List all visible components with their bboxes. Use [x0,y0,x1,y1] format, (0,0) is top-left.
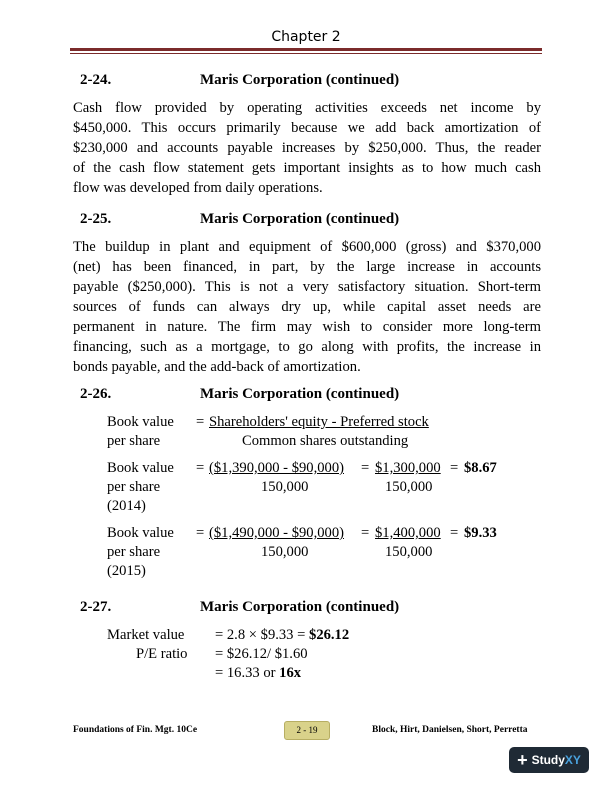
calc-denominator: 150,000 [261,544,309,560]
text-line: The buildup in plant and equipment of $600,000 (gross) and $370,000 [73,239,541,255]
section-title-2-26: Maris Corporation (continued) [200,386,400,402]
market-expr-text: = 2.8 × $9.33 = [215,627,310,643]
text-line: Cash flow provided by operating activities exceeds net income by [73,100,541,116]
section-title-2-24: Maris Corporation (continued) [200,72,400,88]
market-expression [215,627,349,644]
calc-equals: = [361,460,370,476]
plus-icon: + [517,750,528,770]
calc-equals: = [361,525,370,541]
page-number-badge: 2 - 19 [284,721,330,740]
formula-numerator: Shareholders' equity - Preferred stock [209,414,429,430]
calc-year: (2015) [107,563,146,579]
text-line: (net) has been financed, in part, by the large increase in accounts [73,259,541,275]
calc-label: per share [107,479,161,495]
calc-denominator: 150,000 [261,479,309,495]
text-line: bonds payable, and the add-back of amortization. [73,359,361,375]
calc-year: (2014) [107,498,146,514]
text-line: permanent in nature. The firm may wish to consider more long-term [73,319,541,335]
calc-result: $8.67 [464,460,497,476]
brand-name-b: XY [564,753,581,767]
formula-equals: = [196,414,205,430]
pe-expr2-text: = 16.33 or [215,665,280,681]
market-label: Market value [107,627,185,643]
calc-result: $9.33 [464,525,497,541]
section-number-2-27: 2-27. [80,599,112,615]
paragraph-2-24 [73,98,541,198]
text-line: flow was developed from daily operations. [73,180,323,196]
text-line: financing, such as a mortgage, to go along with profits, the increase in [73,339,541,355]
text-line: of the cash flow statement gets important insights as to how much cash [73,160,541,176]
paragraph-2-25 [73,237,541,377]
calc-denominator: 150,000 [385,544,433,560]
chapter-title: Chapter 2 [271,29,341,45]
text-line: sources of funds can always dry up, while capital asset needs are [73,299,541,315]
studyxy-logo[interactable] [509,747,589,773]
section-title-2-25: Maris Corporation (continued) [200,211,400,227]
section-number-2-25: 2-25. [80,211,112,227]
calc-label: Book value [107,460,174,476]
calc-numerator: ($1,390,000 - $90,000) [209,460,344,476]
calc-denominator: 150,000 [385,479,433,495]
header-rule [70,48,542,51]
calc-numerator-net: $1,300,000 [375,460,441,476]
text-line: payable ($250,000). This is not a very satisfactory situation. Short-term [73,279,541,295]
brand-name-a: Study [531,753,565,767]
pe-label: P/E ratio [136,646,188,662]
calc-equals: = [196,525,205,541]
calc-equals: = [450,460,459,476]
market-result: $26.12 [309,627,350,643]
calc-label: per share [107,544,161,560]
text-line: $230,000 and accounts payable increases by $250,000. Thus, the reader [73,140,541,156]
section-title-2-27: Maris Corporation (continued) [200,599,400,615]
formula-label: per share [107,433,161,449]
pe-expression: = $26.12/ $1.60 [215,646,308,662]
calc-equals: = [450,525,459,541]
footer-book-title: Foundations of Fin. Mgt. 10Ce [73,725,198,735]
section-number-2-26: 2-26. [80,386,112,402]
calc-numerator-net: $1,400,000 [375,525,441,541]
pe-expression-2 [215,665,301,682]
calc-label: Book value [107,525,174,541]
pe-result: 16x [279,665,302,681]
section-number-2-24: 2-24. [80,72,112,88]
calc-numerator: ($1,490,000 - $90,000) [209,525,344,541]
header-rule-thin [70,53,542,54]
text-line: $450,000. This occurs primarily because we add back amortization of [73,120,541,136]
formula-denominator: Common shares outstanding [242,433,409,449]
footer-authors: Block, Hirt, Danielsen, Short, Perretta [372,725,528,735]
formula-label: Book value [107,414,174,430]
brand-name [532,753,581,767]
calc-equals: = [196,460,205,476]
